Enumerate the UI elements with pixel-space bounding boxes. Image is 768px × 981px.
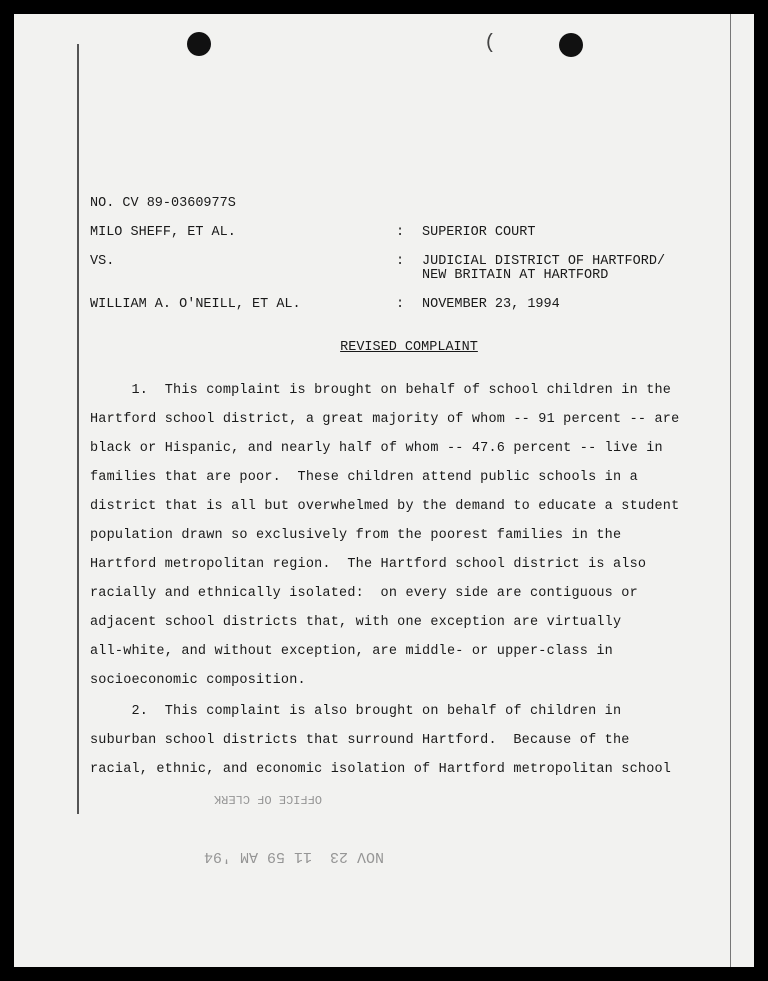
- body-line: population drawn so exclusively from the poorest families in the: [90, 528, 622, 543]
- clerk-stamp-line1: OFFICE OF CLERK: [214, 792, 323, 806]
- body-line: suburban school districts that surround Hartford. Because of the: [90, 733, 630, 748]
- case-number: NO. CV 89-0360977S: [90, 196, 236, 211]
- left-margin-line: [77, 44, 79, 814]
- body-line: 1. This complaint is brought on behalf of school children in the: [90, 383, 672, 398]
- punch-hole-left: [187, 32, 211, 56]
- punch-hole-right: [559, 33, 583, 57]
- plaintiff: MILO SHEFF, ET AL.: [90, 225, 236, 240]
- body-line: families that are poor. These children attend public schools in a: [90, 470, 638, 485]
- caption-colon: :: [396, 297, 405, 312]
- right-margin-line: [730, 14, 731, 967]
- body-line: socioeconomic composition.: [90, 673, 306, 688]
- judicial-district-line1: JUDICIAL DISTRICT OF HARTFORD/: [422, 254, 666, 269]
- caption-colon: :: [396, 225, 405, 240]
- paper-mark: (: [484, 32, 497, 55]
- body-line: all-white, and without exception, are middle- or upper-class in: [90, 644, 613, 659]
- body-line: district that is all but overwhelmed by the demand to educate a student: [90, 499, 680, 514]
- body-line: racial, ethnic, and economic isolation of Hartford metropolitan school: [90, 762, 672, 777]
- body-line: 2. This complaint is also brought on behalf of children in: [90, 704, 622, 719]
- judicial-district-line2: NEW BRITAIN AT HARTFORD: [422, 268, 609, 283]
- court-name: SUPERIOR COURT: [422, 225, 536, 240]
- document-heading: REVISED COMPLAINT: [340, 340, 478, 355]
- body-line: Hartford metropolitan region. The Hartford school district is also: [90, 557, 647, 572]
- versus: VS.: [90, 254, 115, 269]
- document-page: [14, 14, 754, 967]
- filing-date: NOVEMBER 23, 1994: [422, 297, 560, 312]
- caption-colon: :: [396, 254, 405, 269]
- body-line: racially and ethnically isolated: on every side are contiguous or: [90, 586, 638, 601]
- defendant: WILLIAM A. O'NEILL, ET AL.: [90, 297, 301, 312]
- body-line: Hartford school district, a great majority of whom -- 91 percent -- are: [90, 412, 680, 427]
- clerk-stamp-line2: NOV 23 11 59 AM '94: [204, 848, 385, 865]
- body-line: adjacent school districts that, with one exception are virtually: [90, 615, 622, 630]
- body-line: black or Hispanic, and nearly half of whom -- 47.6 percent -- live in: [90, 441, 663, 456]
